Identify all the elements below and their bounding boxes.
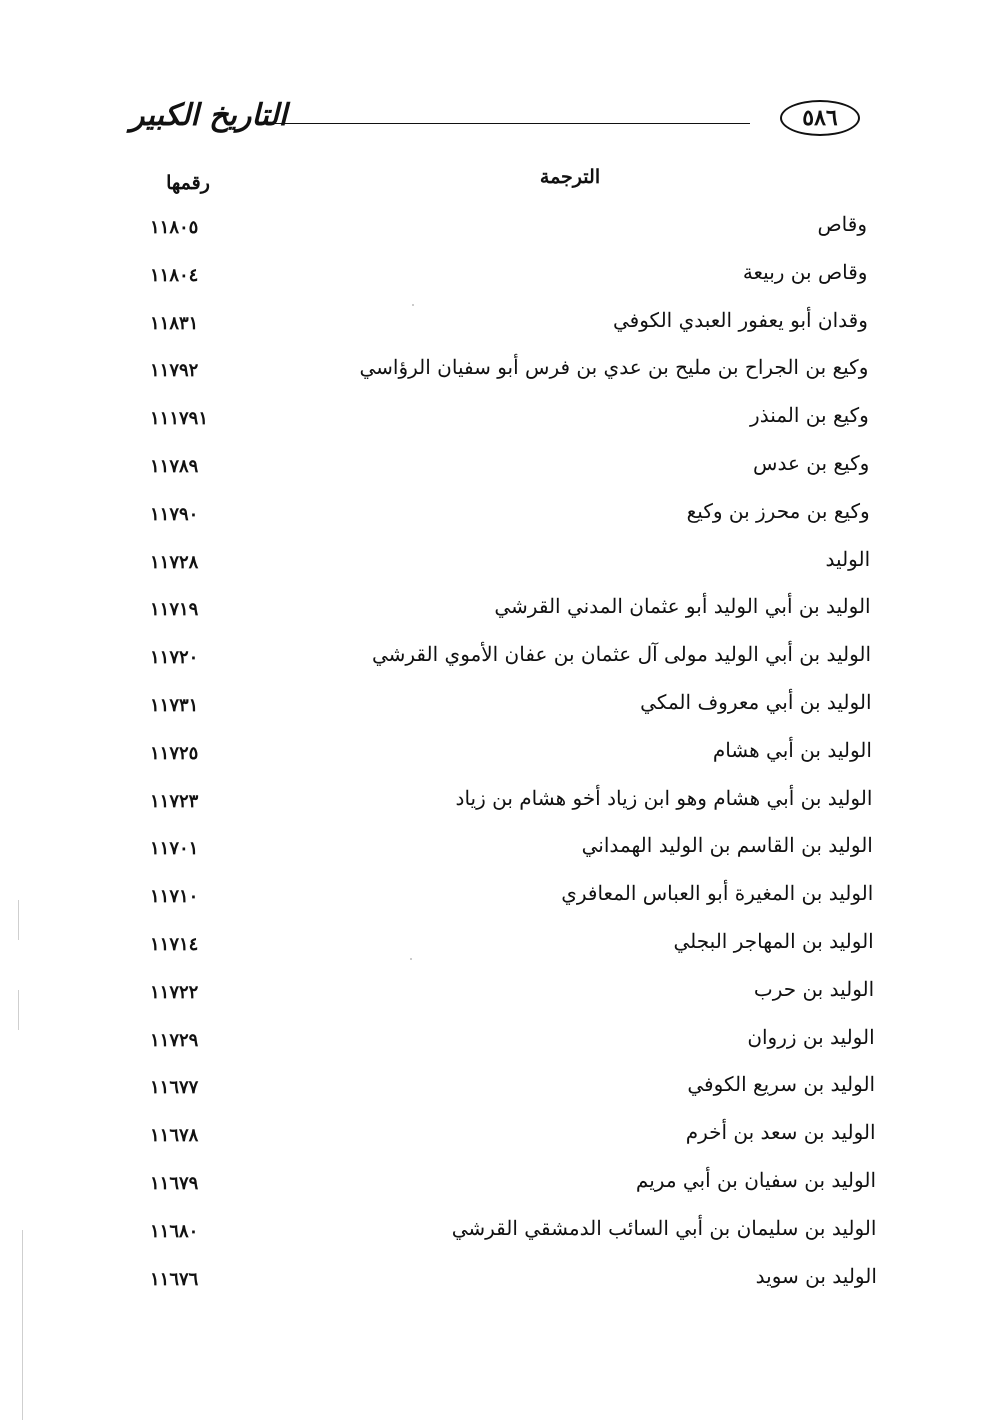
entry-row	[0, 1112, 989, 1160]
number-column-heading: رقمها	[166, 172, 210, 194]
entry-number: ١١٧٢٢	[150, 981, 199, 1003]
entry-name: الوليد بن سريع الكوفي	[687, 1072, 876, 1097]
scan-speck	[412, 304, 414, 306]
entry-row	[0, 204, 989, 252]
entry-row	[0, 778, 989, 826]
entry-number: ١١٧٣١	[150, 695, 199, 716]
entry-name: وكيع بن محرز بن وكيع	[686, 498, 870, 523]
entry-name: الوليد بن زروان	[747, 1024, 875, 1049]
entry-number: ١١٧٢٩	[150, 1029, 199, 1051]
scan-speck	[410, 958, 412, 960]
entry-row	[0, 443, 989, 491]
entry-number: ١١٧٢٣	[150, 790, 199, 812]
entry-row	[0, 252, 989, 300]
entry-number: ١١٦٧٨	[150, 1125, 199, 1147]
entry-number: ١١٧٨٩	[150, 456, 199, 477]
header-rule	[260, 123, 750, 124]
entry-number: ١١٨٣١	[150, 312, 199, 334]
entry-number: ١١٧٩٢	[150, 360, 199, 382]
entry-number: ١١٧١٩	[150, 599, 199, 621]
entry-number: ١١٧١٤	[150, 934, 199, 955]
entry-number: ١١١٧٩١	[150, 408, 209, 430]
entry-number: ١١٧٩٠	[150, 503, 199, 525]
entry-row	[0, 1064, 989, 1112]
entry-name: الوليد بن أبي هشام	[712, 737, 872, 762]
entry-row	[0, 347, 989, 395]
entry-row	[0, 825, 989, 873]
entry-number: ١١٦٧٧	[150, 1077, 199, 1099]
entry-name: الوليد بن المهاجر البجلي	[673, 929, 874, 953]
entry-row	[0, 539, 989, 587]
scan-mark	[18, 900, 19, 940]
entry-number: ١١٨٠٥	[150, 217, 199, 238]
entry-name: الوليد بن أبي الوليد أبو عثمان المدني القرشي	[494, 594, 871, 619]
entry-name: وقاص بن ربيعة	[742, 259, 868, 284]
entry-name: الوليد بن سعد بن أخرم	[685, 1120, 876, 1145]
entry-row	[0, 921, 989, 969]
entry-row	[0, 682, 989, 730]
scan-mark	[22, 1230, 23, 1420]
entry-name: الوليد	[825, 546, 871, 571]
entry-name: الوليد بن سويد	[755, 1263, 877, 1288]
entry-row	[0, 969, 989, 1017]
entry-number: ١١٧٢٥	[150, 742, 199, 764]
entry-name: الوليد بن المغيرة أبو العباس المعافري	[561, 881, 874, 906]
entry-row	[0, 873, 989, 921]
entry-name: وكيع بن عدس	[753, 451, 870, 475]
page-header	[120, 98, 860, 142]
entry-row	[0, 634, 989, 682]
entry-number: ١١٦٧٩	[150, 1173, 199, 1194]
entry-number: ١١٧١٠	[150, 886, 199, 908]
entry-name: وقدان أبو يعفور العبدي الكوفي	[612, 307, 868, 332]
entry-number: ١١٧٢٨	[150, 551, 199, 573]
entry-name: وكيع بن الجراح بن مليح بن عدي بن فرس أبو سفيان الرؤاسي	[359, 355, 869, 380]
entry-number: ١١٨٠٤	[150, 264, 199, 286]
entry-row	[0, 1256, 989, 1304]
entry-name: الوليد بن أبي معروف المكي	[640, 690, 872, 714]
entry-row	[0, 395, 989, 443]
entry-row	[0, 300, 989, 348]
entry-name: وكيع بن المنذر	[750, 403, 869, 428]
entry-name: وقاص	[817, 212, 867, 236]
page-number: ٥٨٦	[802, 105, 838, 131]
entry-row	[0, 1017, 989, 1065]
entry-number: ١١٧٢٠	[150, 647, 199, 669]
entry-row	[0, 586, 989, 634]
entry-row	[0, 1208, 989, 1256]
entry-number: ١١٧٠١	[150, 838, 199, 860]
name-column-heading: الترجمة	[539, 166, 601, 188]
entry-number: ١١٦٨٠	[150, 1220, 199, 1242]
entry-name: الوليد بن القاسم بن الوليد الهمداني	[581, 833, 873, 858]
entry-name: الوليد بن سفيان بن أبي مريم	[635, 1168, 876, 1192]
entry-row	[0, 491, 989, 539]
page-number-badge	[780, 100, 860, 136]
entry-name: الوليد بن أبي هشام وهو ابن زياد أخو هشام بن زياد	[455, 785, 873, 810]
entry-row	[0, 730, 989, 778]
entry-name: الوليد بن حرب	[753, 976, 875, 1001]
scan-mark	[18, 990, 19, 1030]
entry-row	[0, 1160, 989, 1208]
entry-name: الوليد بن أبي الوليد مولى آل عثمان بن عفان الأموي القرشي	[371, 642, 872, 667]
entry-number: ١١٦٧٦	[150, 1268, 199, 1290]
book-title: التاريخ الكبير	[130, 98, 288, 133]
entry-name: الوليد بن سليمان بن أبي السائب الدمشقي القرشي	[451, 1215, 877, 1240]
